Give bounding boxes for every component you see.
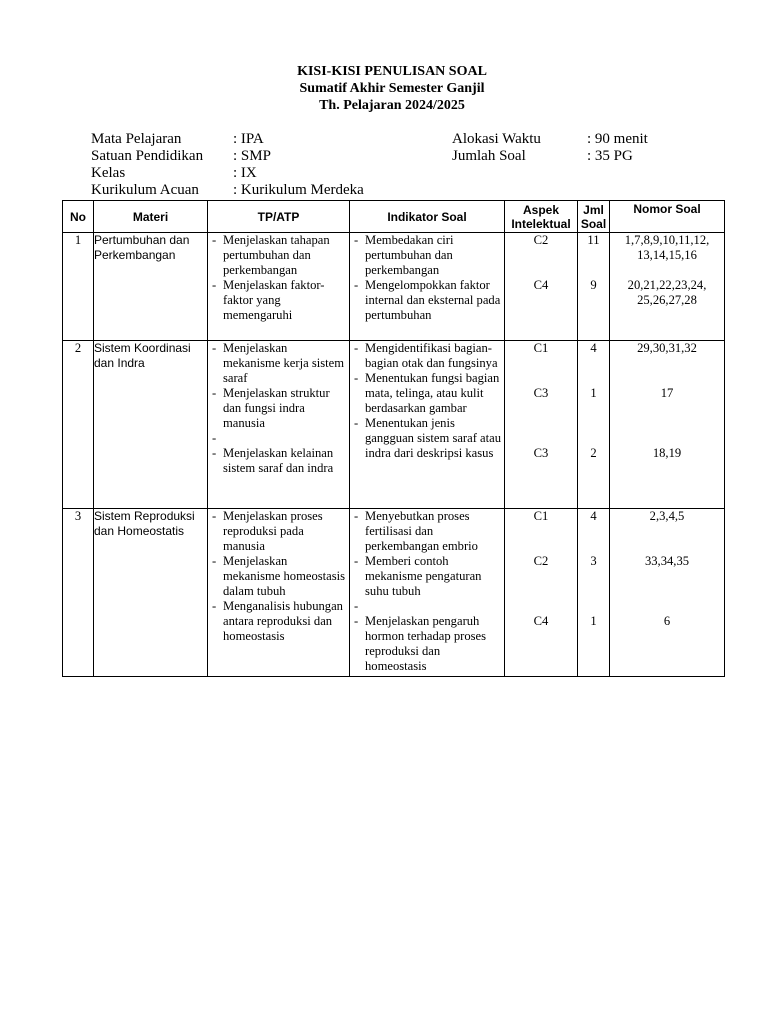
- aspek-cell: [505, 341, 578, 509]
- indikator-item: - Menentukan fungsi bagian mata, telinga, atau kulit berdasarkan gambar: [352, 371, 502, 416]
- indikator-cell: [350, 233, 505, 341]
- kelas-value: : IX: [233, 165, 257, 181]
- tp-cell: [208, 233, 350, 341]
- jml-value: 3: [590, 554, 597, 568]
- mapel-label: Mata Pelajaran: [91, 131, 182, 147]
- header-no: No: [63, 201, 94, 233]
- row-number: 3: [63, 509, 94, 677]
- academic-year: Th. Pelajaran 2024/2025: [319, 98, 465, 113]
- table-row: [63, 233, 725, 341]
- satuan-label: Satuan Pendidikan: [91, 148, 204, 164]
- jml-cell: [578, 341, 610, 509]
- table-header-row: [63, 201, 725, 233]
- aspek-value: C2: [533, 233, 549, 247]
- jumlah-label: Jumlah Soal: [452, 148, 526, 164]
- materi-cell: Sistem Reproduksi dan Homeostatis: [94, 509, 208, 677]
- nomor-value: 18,19: [652, 446, 682, 460]
- aspek-value: C3: [533, 446, 549, 460]
- jumlah-value: : 35 PG: [587, 148, 633, 164]
- tp-item: - Menjelaskan struktur dan fungsi indra manusia: [210, 386, 347, 431]
- tp-item: - Menjelaskan mekanisme kerja sistem saraf: [210, 341, 347, 386]
- tp-item: - Menjelaskan tahapan pertumbuhan dan perkembangan: [210, 233, 347, 278]
- header-tp-atp: TP/ATP: [208, 201, 350, 233]
- aspek-cell: [505, 509, 578, 677]
- jml-value: 11: [587, 233, 600, 247]
- header-jml-line1: Jml: [583, 202, 604, 217]
- indikator-item: - Menyebutkan proses fertilisasi dan perkembangan embrio: [352, 509, 502, 554]
- indikator-item: - Memberi contoh mekanisme pengaturan suhu tubuh: [352, 554, 502, 599]
- table-row: [63, 341, 725, 509]
- jml-value: 1: [590, 386, 597, 400]
- tp-item: - Menjelaskan kelainan sistem saraf dan indra: [210, 446, 347, 476]
- nomor-value: 33,34,35: [644, 554, 690, 568]
- indikator-item: - Mengelompokkan faktor internal dan eksternal pada pertumbuhan: [352, 278, 502, 323]
- nomor-value: 2,3,4,5: [649, 509, 685, 523]
- indikator-item: - Menjelaskan pengaruh hormon terhadap proses reproduksi dan homeostasis: [352, 614, 502, 674]
- jml-cell: [578, 509, 610, 677]
- alokasi-label: Alokasi Waktu: [452, 131, 541, 147]
- kurikulum-label: Kurikulum Acuan: [91, 182, 199, 198]
- tp-item: - Menganalisis hubungan antara reproduksi dan homeostasis: [210, 599, 347, 644]
- aspek-value: C1: [533, 341, 549, 355]
- nomor-cell: [610, 341, 725, 509]
- jml-value: 4: [590, 509, 597, 523]
- indikator-cell: [350, 341, 505, 509]
- aspek-value: C2: [533, 554, 549, 568]
- materi-cell: Sistem Koordinasi dan Indra: [94, 341, 208, 509]
- header-aspek-line2: Intelektual: [511, 216, 571, 231]
- aspek-cell: [505, 233, 578, 341]
- nomor-cell: [610, 509, 725, 677]
- aspek-value: C4: [533, 278, 549, 292]
- mapel-value: : IPA: [233, 131, 264, 147]
- header-materi: Materi: [94, 201, 208, 233]
- nomor-value: 20,21,22,23,24, 25,26,27,28: [627, 278, 707, 307]
- header-jml-soal: [578, 201, 610, 233]
- tp-cell: [208, 341, 350, 509]
- table-row: [63, 509, 725, 677]
- kurikulum-value: : Kurikulum Merdeka: [233, 182, 364, 198]
- jml-value: 1: [590, 614, 597, 628]
- nomor-value: 29,30,31,32: [637, 341, 697, 355]
- tp-item: - Menjelaskan mekanisme homeostasis dalam tubuh: [210, 554, 347, 599]
- tp-cell: [208, 509, 350, 677]
- nomor-value: 17: [660, 386, 674, 400]
- aspek-value: C1: [533, 509, 549, 523]
- indikator-item: - Menentukan jenis gangguan sistem saraf atau indra dari deskripsi kasus: [352, 416, 502, 461]
- header-aspek-line1: Aspek: [522, 202, 560, 217]
- jml-value: 9: [590, 278, 597, 292]
- nomor-cell: [610, 233, 725, 341]
- indikator-cell: [350, 509, 505, 677]
- header-jml-line2: Soal: [580, 216, 607, 231]
- document-subtitle: Sumatif Akhir Semester Ganjil: [299, 81, 485, 96]
- header-indikator: Indikator Soal: [350, 201, 505, 233]
- aspek-value: C4: [533, 614, 549, 628]
- satuan-value: : SMP: [233, 148, 271, 164]
- aspek-value: C3: [533, 386, 549, 400]
- kelas-label: Kelas: [91, 165, 126, 181]
- jml-cell: [578, 233, 610, 341]
- row-number: 2: [63, 341, 94, 509]
- indikator-item: - Membedakan ciri pertumbuhan dan perkembangan: [352, 233, 502, 278]
- nomor-value: 1,7,8,9,10,11,12, 13,14,15,16: [624, 233, 710, 262]
- materi-cell: Pertumbuhan dan Perkembangan: [94, 233, 208, 341]
- row-number: 1: [63, 233, 94, 341]
- nomor-value: 6: [663, 614, 671, 628]
- alokasi-value: : 90 menit: [587, 131, 648, 147]
- document-title: KISI-KISI PENULISAN SOAL: [297, 64, 487, 79]
- indikator-item: - Mengidentifikasi bagian-bagian otak dan fungsinya: [352, 341, 502, 371]
- kisi-kisi-table: [62, 200, 725, 677]
- jml-value: 4: [590, 341, 597, 355]
- header-nomor-soal: Nomor Soal: [610, 201, 725, 233]
- tp-item: - Menjelaskan faktor-faktor yang memengaruhi: [210, 278, 347, 323]
- header-aspek: [505, 201, 578, 233]
- jml-value: 2: [590, 446, 597, 460]
- tp-item: - Menjelaskan proses reproduksi pada manusia: [210, 509, 347, 554]
